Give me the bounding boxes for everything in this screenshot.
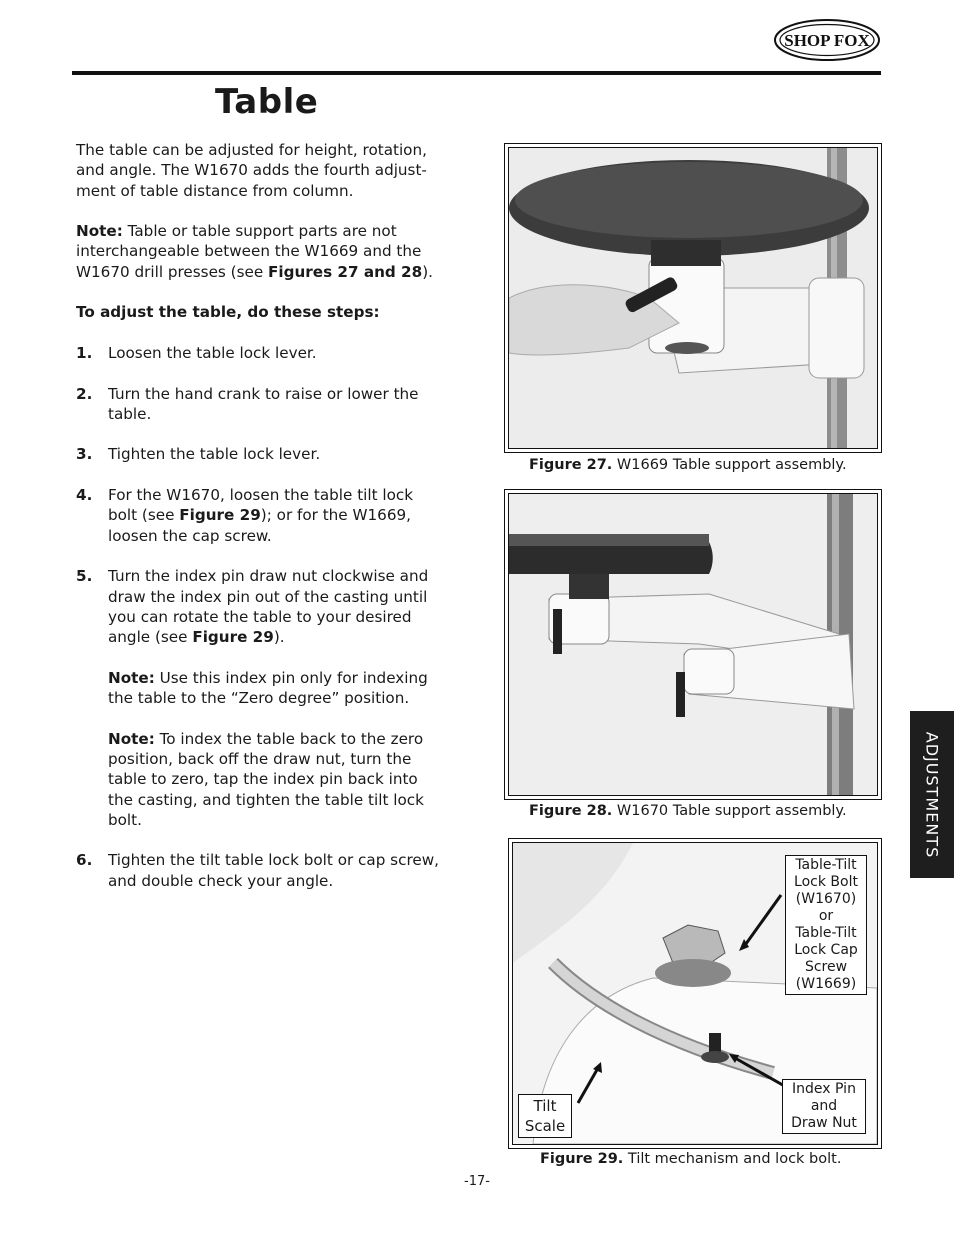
body-text [76, 140, 446, 891]
figure-27-photo [504, 143, 882, 453]
figure-29-caption: Figure 29. Tilt mechanism and lock bolt. [540, 1151, 842, 1167]
shop-fox-logo [773, 18, 881, 62]
callout-lock-bolt: Table-Tilt Lock Bolt (W1670) or Table-Tilt Lock Cap Screw (W1669) [785, 855, 867, 995]
step-5: 5. Turn the index pin draw nut clockwise and draw the index pin out of the casting until you can rotate the table to your desired angle (see Figure 29). [76, 567, 429, 647]
page-title: Table [215, 82, 319, 122]
intro-paragraph: The table can be adjusted for height, rotation, and angle. The W1670 adds the fourth adjust-ment of table distance from column. [76, 141, 427, 200]
page-number: -17- [464, 1174, 490, 1189]
step-3: 3. Tighten the table lock lever. [76, 445, 321, 464]
step-1: 1. Loosen the table lock lever. [76, 343, 317, 362]
section-tab [910, 711, 954, 878]
callout-index-pin: Index Pin and Draw Nut [782, 1079, 866, 1134]
step-2: 2. Turn the hand crank to raise or lower the table. [76, 384, 419, 423]
section-tab-label: ADJUSTMENTS [922, 731, 942, 858]
header-rule [72, 71, 881, 75]
step-6: 6. Tighten the tilt table lock bolt or cap screw, and double check your angle. [76, 851, 439, 890]
step-5-note-1: Note: Use this index pin only for indexing the table to the “Zero degree” position. [108, 668, 428, 708]
step-4: 4. For the W1670, loosen the table tilt lock bolt (see Figure 29); or for the W1669, loosen the cap screw. [76, 486, 414, 545]
callout-tilt-scale: Tilt Scale [518, 1094, 572, 1138]
figure-28-caption: Figure 28. W1670 Table support assembly. [529, 803, 847, 819]
figure-28-photo [504, 489, 882, 800]
note-interchangeable: Note: Table or table support parts are not interchangeable between the W1669 and the W1670 drill presses (see Figures 27 and 28). [76, 222, 433, 281]
figure-27-caption: Figure 27. W1669 Table support assembly. [529, 457, 847, 473]
svg-text:SHOP FOX: SHOP FOX [784, 31, 870, 50]
steps-heading: To adjust the table, do these steps: [76, 303, 380, 322]
step-5-note-2: Note: To index the table back to the zero position, back off the draw nut, turn the table to zero, tap the index pin back into the casting, and tighten the table tilt lock bolt. [108, 729, 424, 829]
